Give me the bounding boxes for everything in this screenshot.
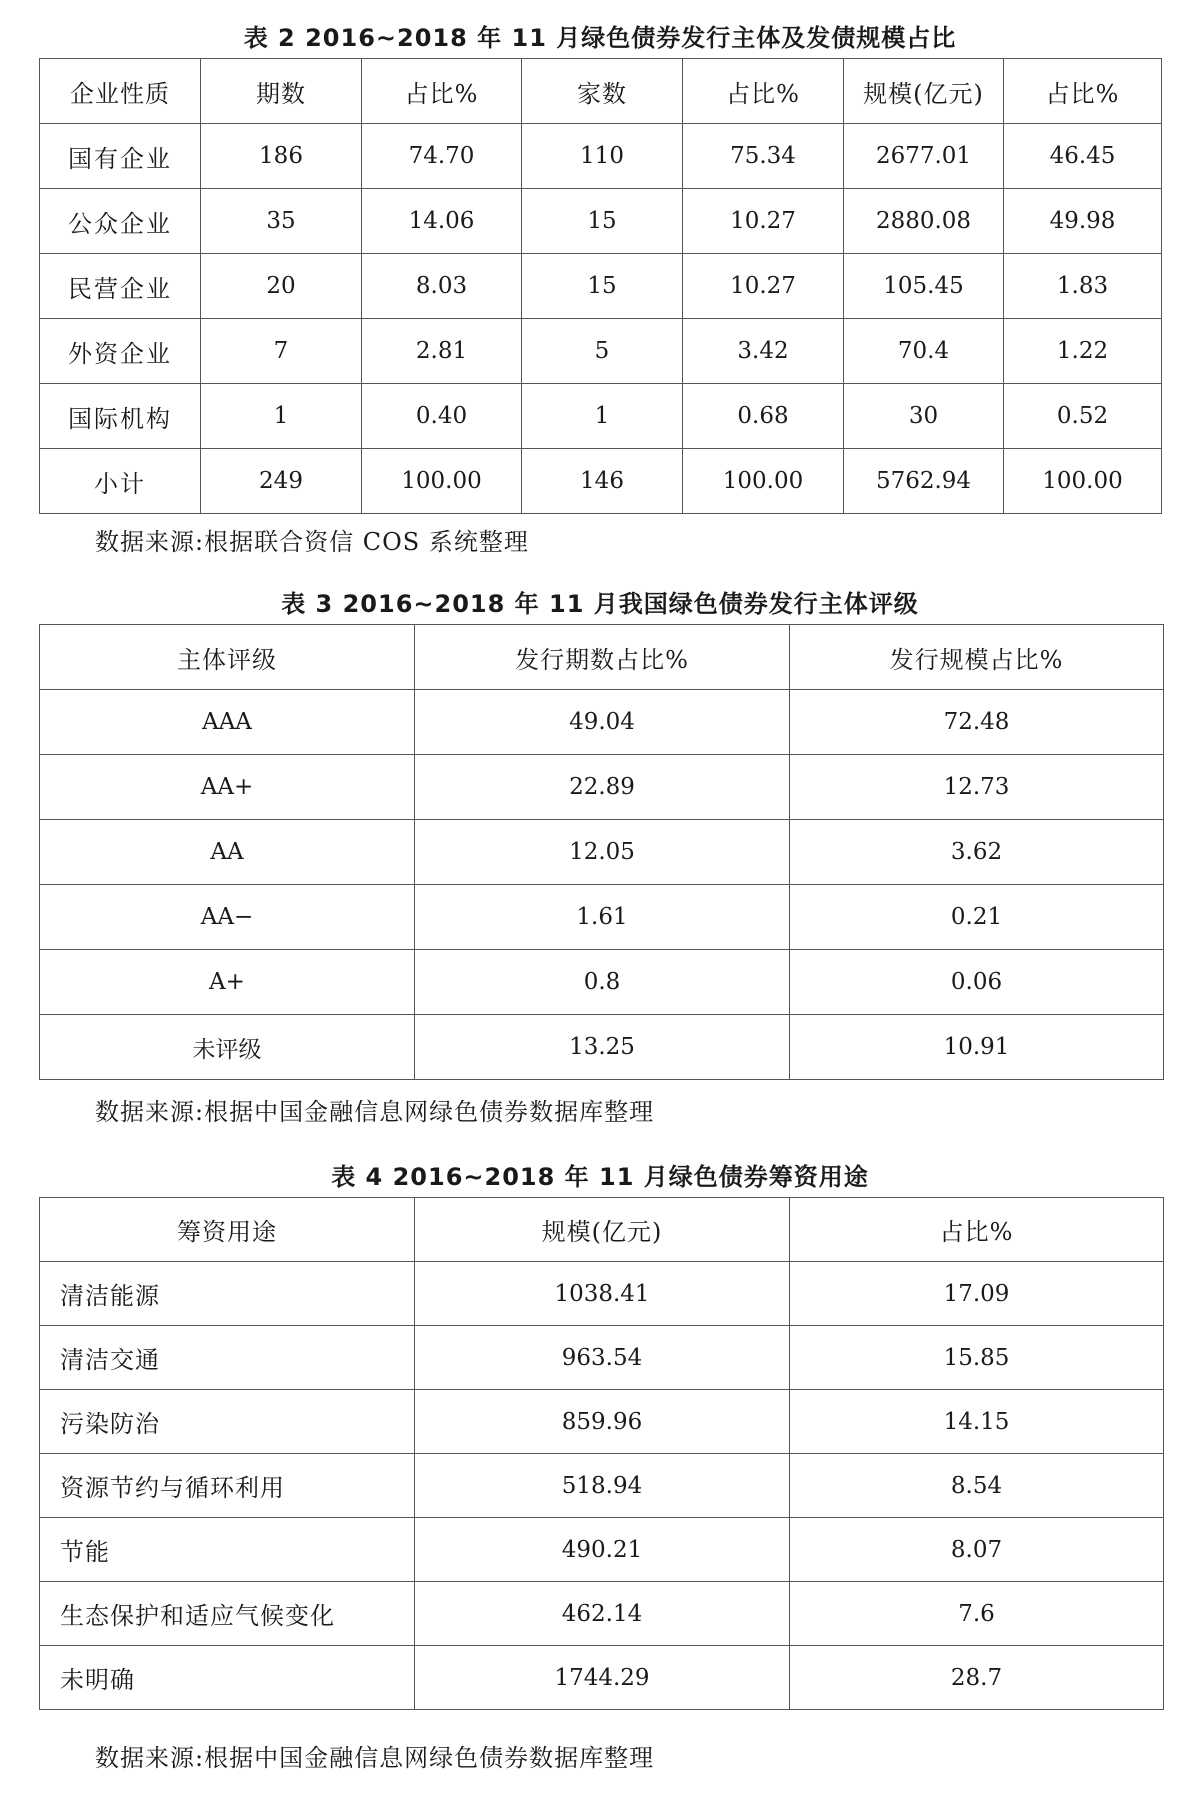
table2-cell: 35 [201,189,362,254]
table3-cell: 3.62 [790,820,1164,885]
table2-header-cell: 占比% [683,59,844,124]
table3-source-note: 数据来源:根据中国金融信息网绿色债券数据库整理 [95,1098,655,1126]
table3-cell: 13.25 [415,1015,790,1080]
table3-header-row [40,625,1164,690]
table3-cell: 22.89 [415,755,790,820]
table2-cell: 105.45 [844,254,1004,319]
table2-cell: 74.70 [362,124,522,189]
table2-cell: 186 [201,124,362,189]
table2-caption: 表 2 2016~2018 年 11 月绿色债券发行主体及发债规模占比 [243,24,957,52]
table2-cell: 146 [522,449,683,514]
table2-cell: 1 [201,384,362,449]
table3-cell: AA− [40,885,415,950]
table2-cell: 15 [522,189,683,254]
table3-cell: AA [40,820,415,885]
table2-cell: 1 [522,384,683,449]
table2-cell: 7 [201,319,362,384]
table-row [40,1262,1164,1326]
table3-cell: 0.8 [415,950,790,1015]
table2-cell: 5 [522,319,683,384]
table2-cell: 0.68 [683,384,844,449]
table3-cell: 0.06 [790,950,1164,1015]
table2-cell: 49.98 [1004,189,1162,254]
table-row [40,1454,1164,1518]
table2-cell: 公众企业 [40,189,201,254]
table2-cell: 46.45 [1004,124,1162,189]
table4-header-cell: 占比% [790,1198,1164,1262]
table4-cell: 859.96 [415,1390,790,1454]
table4-cell: 15.85 [790,1326,1164,1390]
table2-cell: 1.83 [1004,254,1162,319]
table4-caption: 表 4 2016~2018 年 11 月绿色债券筹资用途 [331,1163,869,1191]
table-row [40,1326,1164,1390]
table4-cell: 节能 [40,1518,415,1582]
table4-cell: 1038.41 [415,1262,790,1326]
table-row [40,319,1162,384]
table4-cell: 未明确 [40,1646,415,1710]
table2-cell: 2880.08 [844,189,1004,254]
table2-cell: 20 [201,254,362,319]
table-row-subtotal [40,449,1162,514]
table2-cell: 249 [201,449,362,514]
table2-cell: 75.34 [683,124,844,189]
table-row [40,1582,1164,1646]
table-row [40,885,1164,950]
table4-cell: 963.54 [415,1326,790,1390]
table3-cell: 1.61 [415,885,790,950]
table4-source-note: 数据来源:根据中国金融信息网绿色债券数据库整理 [95,1744,655,1772]
table2-cell: 小计 [40,449,201,514]
table4-cell: 清洁交通 [40,1326,415,1390]
table4-header-row [40,1198,1164,1262]
table2-source-note: 数据来源:根据联合资信 COS 系统整理 [95,528,529,556]
table3-header-cell: 发行期数占比% [415,625,790,690]
table2-cell: 10.27 [683,254,844,319]
table4-cell: 清洁能源 [40,1262,415,1326]
table2-header-cell: 占比% [1004,59,1162,124]
table2-cell: 100.00 [362,449,522,514]
table4-cell: 1744.29 [415,1646,790,1710]
table-row [40,124,1162,189]
table-row [40,950,1164,1015]
table3-cell: 49.04 [415,690,790,755]
table4-cell: 28.7 [790,1646,1164,1710]
table2-cell: 100.00 [1004,449,1162,514]
table4 [39,1197,1164,1710]
table4-cell: 生态保护和适应气候变化 [40,1582,415,1646]
table3-cell: 12.73 [790,755,1164,820]
table-row [40,820,1164,885]
table2-cell: 国际机构 [40,384,201,449]
table-row [40,1646,1164,1710]
table4-cell: 污染防治 [40,1390,415,1454]
table3 [39,624,1164,1080]
table2-header-cell: 家数 [522,59,683,124]
table2-cell: 1.22 [1004,319,1162,384]
table2-header-row [40,59,1162,124]
table-row [40,189,1162,254]
table3-cell: 0.21 [790,885,1164,950]
table2 [39,58,1162,514]
table2-header-cell: 占比% [362,59,522,124]
table2-cell: 70.4 [844,319,1004,384]
table3-caption: 表 3 2016~2018 年 11 月我国绿色债券发行主体评级 [281,590,919,618]
table2-cell: 110 [522,124,683,189]
table3-cell: 未评级 [40,1015,415,1080]
table4-cell: 17.09 [790,1262,1164,1326]
table-row [40,384,1162,449]
table4-cell: 14.15 [790,1390,1164,1454]
table4-cell: 8.07 [790,1518,1164,1582]
table-row [40,1015,1164,1080]
table4-header-cell: 筹资用途 [40,1198,415,1262]
table2-header-cell: 期数 [201,59,362,124]
table2-cell: 外资企业 [40,319,201,384]
table2-cell: 0.52 [1004,384,1162,449]
table2-cell: 8.03 [362,254,522,319]
table4-cell: 518.94 [415,1454,790,1518]
table4-header-cell: 规模(亿元) [415,1198,790,1262]
table2-cell: 15 [522,254,683,319]
table-row [40,254,1162,319]
table2-cell: 10.27 [683,189,844,254]
table3-cell: 72.48 [790,690,1164,755]
table4-cell: 7.6 [790,1582,1164,1646]
table2-cell: 3.42 [683,319,844,384]
table3-cell: A+ [40,950,415,1015]
table2-cell: 100.00 [683,449,844,514]
table2-header-cell: 规模(亿元) [844,59,1004,124]
table-row [40,755,1164,820]
table2-header-cell: 企业性质 [40,59,201,124]
table2-cell: 2.81 [362,319,522,384]
table3-cell: AA+ [40,755,415,820]
table3-cell: 12.05 [415,820,790,885]
table2-cell: 14.06 [362,189,522,254]
table2-cell: 国有企业 [40,124,201,189]
table-row [40,1390,1164,1454]
table4-cell: 资源节约与循环利用 [40,1454,415,1518]
table2-cell: 0.40 [362,384,522,449]
table4-cell: 8.54 [790,1454,1164,1518]
table2-cell: 30 [844,384,1004,449]
table2-cell: 5762.94 [844,449,1004,514]
table-row [40,1518,1164,1582]
table-row [40,690,1164,755]
table4-cell: 462.14 [415,1582,790,1646]
table2-cell: 2677.01 [844,124,1004,189]
table3-cell: 10.91 [790,1015,1164,1080]
table3-header-cell: 发行规模占比% [790,625,1164,690]
table2-cell: 民营企业 [40,254,201,319]
table3-cell: AAA [40,690,415,755]
table4-cell: 490.21 [415,1518,790,1582]
table3-header-cell: 主体评级 [40,625,415,690]
